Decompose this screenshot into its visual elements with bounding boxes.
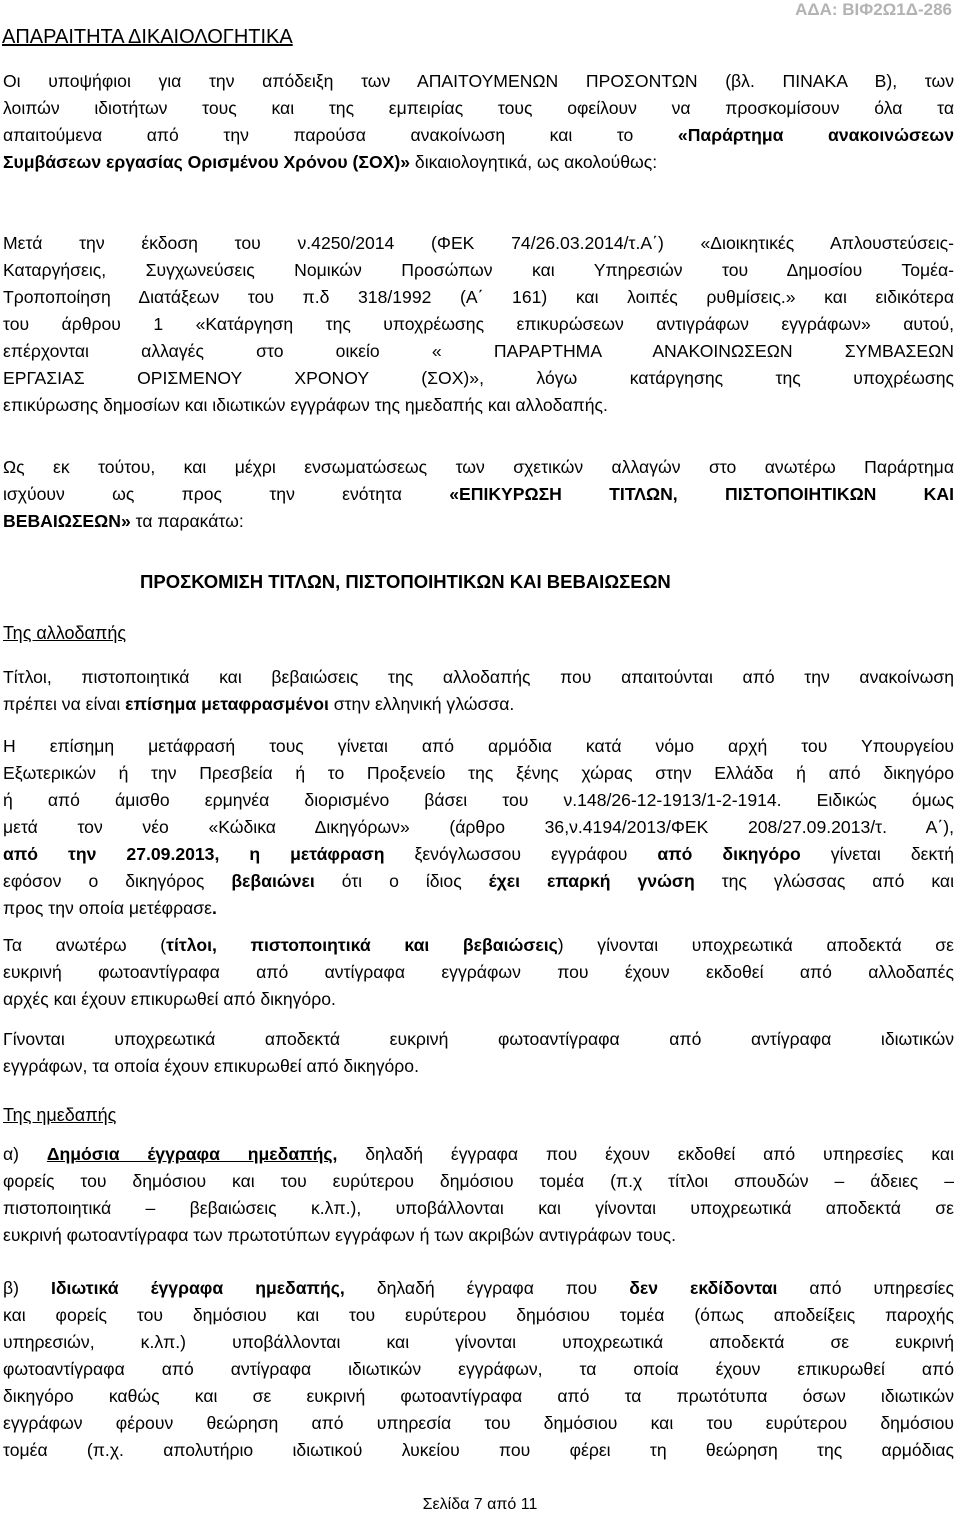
- text-line: και φορείς του δημόσιου και του ευρύτερου δημόσιου τομέα (όπως αποδείξεις παροχής: [3, 1305, 954, 1325]
- intro-paragraph: [3, 68, 954, 176]
- page-number-footer: Σελίδα 7 από 11: [422, 1496, 538, 1513]
- subheading-domestic: Της ημεδαπής: [3, 1105, 117, 1125]
- text-line: πιστοποιητικά – βεβαιώσεις κ.λπ.), υποβάλλονται και γίνονται υποχρεωτικά αποδεκτά σε: [3, 1198, 954, 1218]
- subheading-foreign: Της αλλοδαπής: [3, 623, 127, 643]
- text-line: Γίνονται υποχρεωτικά αποδεκτά ευκρινή φωτοαντίγραφα από αντίγραφα ιδιωτικών: [3, 1029, 954, 1049]
- foreign-translation-paragraph: [3, 664, 954, 718]
- text-line: Συμβάσεων εργασίας Ορισμένου Χρόνου (ΣΟΧ)» δικαιολογητικά, ως ακολούθως:: [3, 152, 658, 172]
- text-line: α) Δημόσια έγγραφα ημεδαπής, δηλαδή έγγραφα που έχουν εκδοθεί από υπηρεσίες και: [3, 1144, 954, 1164]
- text-line: Ως εκ τούτου, και μέχρι ενσωματώσεως των σχετικών αλλαγών στο ανωτέρω Παράρτημα: [3, 457, 954, 477]
- text-line: Μετά την έκδοση του ν.4250/2014 (ΦΕΚ 74/26.03.2014/τ.Α΄) «Διοικητικές Απλουστεύσεις-: [3, 233, 954, 253]
- text-line: λοιπών ιδιοτήτων τους και της εμπειρίας τους οφείλουν να προσκομίσουν όλα τα: [3, 98, 954, 118]
- law-paragraph: [3, 230, 954, 419]
- text-line: ευκρινή φωτοαντίγραφα από αντίγραφα εγγράφων που έχουν εκδοθεί από αλλοδαπές: [3, 962, 954, 982]
- text-line: δικηγόρο καθώς και σε ευκρινή φωτοαντίγραφα από τα πρωτότυπα όσων ιδιωτικών: [3, 1386, 954, 1406]
- text-line: ευκρινή φωτοαντίγραφα των πρωτοτύπων εγγράφων ή των ακριβών αντιγράφων τους.: [3, 1225, 676, 1245]
- text-line: υπηρεσιών, κ.λπ.) υποβάλλονται και γίνονται υποχρεωτικά αποδεκτά σε ευκρινή: [3, 1332, 954, 1352]
- public-documents-paragraph: [3, 1141, 954, 1249]
- text-line: επικύρωσης δημοσίων και ιδιωτικών εγγράφων της ημεδαπής και αλλοδαπής.: [3, 395, 608, 415]
- text-line: εφόσον ο δικηγόρος βεβαιώνει ότι ο ίδιος έχει επαρκή γνώση της γλώσσας από και: [3, 871, 954, 891]
- foreign-copies-paragraph: [3, 932, 954, 1013]
- text-line: φωτοαντίγραφα από αντίγραφα ιδιωτικών εγγράφων, τα οποία έχουν επικυρωθεί από: [3, 1359, 954, 1379]
- text-line: εγγράφων φέρουν θεώρηση από υπηρεσία του δημόσιου και του ευρύτερου δημόσιου: [3, 1413, 954, 1433]
- text-line: Εξωτερικών ή την Πρεσβεία ή το Προξενείο της ξένης χώρας στην Ελλάδα ή από δικηγόρο: [3, 763, 954, 783]
- text-line: εγγράφων, τα οποία έχουν επικυρωθεί από δικηγόρο.: [3, 1056, 419, 1076]
- text-line: τομέα (π.χ. απολυτήριο ιδιωτικού λυκείου που φέρει τη θεώρηση της αρμόδιας: [3, 1440, 954, 1460]
- official-translation-paragraph: [3, 733, 954, 922]
- text-line: ΒΕΒΑΙΩΣΕΩΝ» τα παρακάτω:: [3, 511, 244, 531]
- transition-paragraph: [3, 454, 954, 535]
- text-line: Καταργήσεις, Συγχωνεύσεις Νομικών Προσώπων και Υπηρεσιών του Δημοσίου Τομέα-: [3, 260, 954, 280]
- text-line: προς την οποία μετέφρασε.: [3, 898, 217, 918]
- text-line: μετά τον νέο «Κώδικα Δικηγόρων» (άρθρο 36,ν.4194/2013/ΦΕΚ 208/27.09.2013/τ. Α΄),: [3, 817, 954, 837]
- text-line: β) Ιδιωτικά έγγραφα ημεδαπής, δηλαδή έγγραφα που δεν εκδίδονται από υπηρεσίες: [3, 1278, 954, 1298]
- text-line: Τα ανωτέρω (τίτλοι, πιστοποιητικά και βεβαιώσεις) γίνονται υποχρεωτικά αποδεκτά σε: [3, 935, 954, 955]
- text-line: απαιτούμενα από την παρούσα ανακοίνωση και το «Παράρτημα ανακοινώσεων: [3, 125, 954, 145]
- text-line: ΕΡΓΑΣΙΑΣ ΟΡΙΣΜΕΝΟΥ ΧΡΟΝΟΥ (ΣΟΧ)», λόγω κατάργησης της υποχρέωσης: [3, 368, 954, 388]
- section-heading: ΠΡΟΣΚΟΜΙΣΗ ΤΙΤΛΩΝ, ΠΙΣΤΟΠΟΙΗΤΙΚΩΝ ΚΑΙ ΒΕΒΑΙΩΣΕΩΝ: [140, 571, 671, 592]
- text-line: από την 27.09.2013, η μετάφραση ξενόγλωσσου εγγράφου από δικηγόρο γίνεται δεκτή: [3, 844, 954, 864]
- ada-watermark: ΑΔΑ: ΒΙΦ2Ω1Δ-286: [795, 0, 952, 19]
- document-title: ΑΠΑΡΑΙΤΗΤΑ ΔΙΚΑΙΟΛΟΓΗΤΙΚΑ: [2, 26, 293, 48]
- text-line: ισχύουν ως προς την ενότητα «ΕΠΙΚΥΡΩΣΗ ΤΙΤΛΩΝ, ΠΙΣΤΟΠΟΙΗΤΙΚΩΝ ΚΑΙ: [3, 484, 954, 504]
- text-line: Τροποποίηση Διατάξεων του π.δ 318/1992 (Α΄ 161) και λοιπές ρυθμίσεις.» και ειδικότερα: [3, 287, 954, 307]
- text-line: Η επίσημη μετάφρασή τους γίνεται από αρμόδια κατά νόμο αρχή του Υπουργείου: [3, 736, 954, 756]
- text-line: του άρθρου 1 «Κατάργηση της υποχρέωσης επικυρώσεων αντιγράφων εγγράφων» αυτού,: [3, 314, 954, 334]
- text-line: ή από άμισθο ερμηνέα διορισμένο βάσει του ν.148/26-12-1913/1-2-1914. Ειδικώς όμως: [3, 790, 954, 810]
- private-documents-paragraph: [3, 1275, 954, 1464]
- text-line: φορείς του δημόσιου και του ευρύτερου δημόσιου τομέα (π.χ τίτλοι σπουδών – άδειες –: [3, 1171, 954, 1191]
- text-line: Οι υποψήφιοι για την απόδειξη των ΑΠΑΙΤΟΥΜΕΝΩΝ ΠΡΟΣΟΝΤΩΝ (βλ. ΠΙΝΑΚΑ Β), των: [3, 71, 954, 91]
- text-line: Τίτλοι, πιστοποιητικά και βεβαιώσεις της αλλοδαπής που απαιτούνται από την ανακοίνωση: [3, 667, 954, 687]
- text-line: επέρχονται αλλαγές στο οικείο « ΠΑΡΑΡΤΗΜΑ ΑΝΑΚΟΙΝΩΣΕΩΝ ΣΥΜΒΑΣΕΩΝ: [3, 341, 954, 361]
- text-line: αρχές και έχουν επικυρωθεί από δικηγόρο.: [3, 989, 336, 1009]
- text-line: πρέπει να είναι επίσημα μεταφρασμένοι στην ελληνική γλώσσα.: [3, 694, 515, 714]
- private-copies-paragraph: [3, 1026, 954, 1080]
